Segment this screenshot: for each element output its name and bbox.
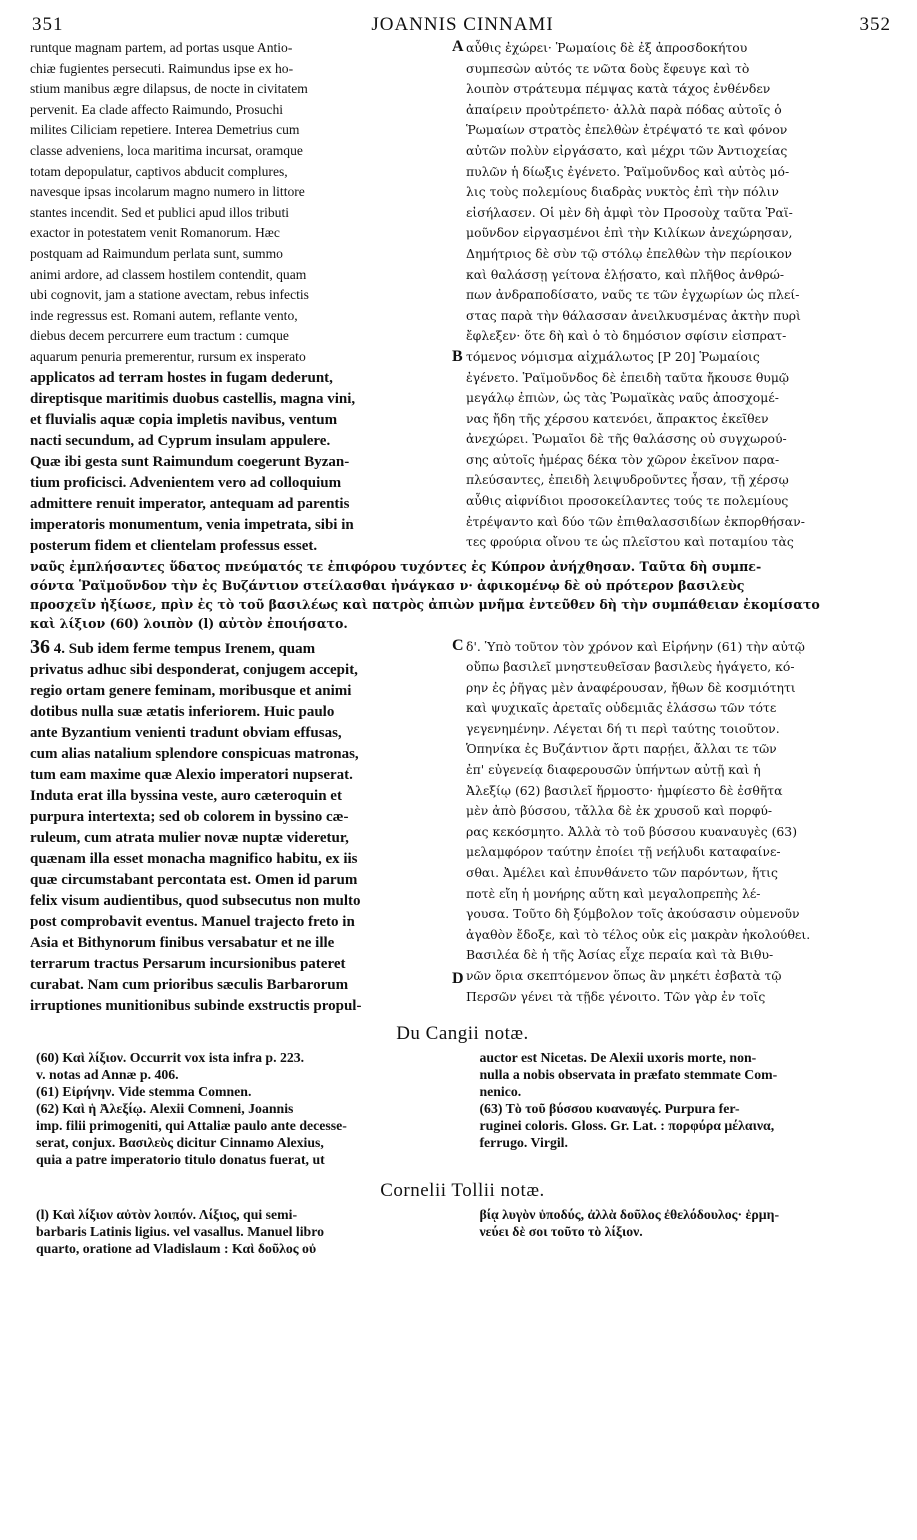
greek-column-2 xyxy=(466,368,895,557)
latin-line: felix visum audientibus, quod subsecutus non multo xyxy=(30,892,361,909)
greek-line: αὖθις αἰφνίδιοι προσοκείλαντες τούς τε πολεμίους xyxy=(466,493,789,509)
latin-line: Induta erat illa byssina veste, auro cæteroquin et xyxy=(30,787,342,804)
note-line: quarto, oratione ad Vladislaum : Καὶ δοῦλος οὐ xyxy=(36,1240,317,1256)
latin-line: posterum fidem et clientelam professus esset. xyxy=(30,537,318,554)
note-line: βίᾳ λυγὸν ὑποδύς, ἀλλὰ δοῦλος ἐθελόδουλος· ἑρμη- xyxy=(479,1206,780,1222)
greek-line: ἀγαθὸν ἔδοξε, καὶ τὸ τέλος οὐκ εἰς μακρὰν ἠκολούθει. xyxy=(466,926,811,942)
greek-line: λοιπὸν στράτευμα πέμψας κατὰ τάχος ἐνθένδεν xyxy=(466,81,771,97)
greek-line: λις τοὺς πολεμίους διαδρὰς νυκτὸς ἐπὶ τὴν πόλιν xyxy=(466,184,779,200)
greek-line: Δημήτριος δὲ σὺν τῷ στόλῳ ἐπελθὼν τὴν περίοικον xyxy=(466,245,792,261)
margin-marker-d: D xyxy=(452,969,464,987)
text-block-1 xyxy=(30,38,895,368)
note-line: ruginei coloris. Gloss. Gr. Lat. : πορφύρα μέλαινα, xyxy=(479,1117,775,1133)
latin-line: et fluvialis aquæ copia impletis navibus, ventum xyxy=(30,411,338,428)
latin-line: tium proficisci. Advenientem vero ad colloquium xyxy=(30,474,342,491)
latin-column-1 xyxy=(30,38,444,368)
page-number-right: 352 xyxy=(859,14,891,35)
greek-line: ἐγένετο. Ῥαϊμοῦνδος δὲ ἐπειδὴ ταῦτα ἤκουσε θυμῷ xyxy=(466,369,790,385)
tollii-notes xyxy=(30,1206,895,1257)
latin-line: nacti secundum, ad Cyprum insulam appulere. xyxy=(30,432,331,449)
latin-line: ubi cognovit, jam a statione avectam, rebus infectis xyxy=(30,287,309,303)
greek-line: Ἀλεξίῳ (62) βασιλεῖ ἥρμοστο· ἠμφίεστο δὲ ἐσθῆτα xyxy=(466,782,783,798)
latin-line: exactor in potestatem venit Romanorum. Hæc xyxy=(30,225,280,241)
latin-line: Quæ ibi gesta sunt Raimundum coegerunt Byzan- xyxy=(30,453,350,470)
latin-line: privatus adhuc sibi desponderat, conjugem accepit, xyxy=(30,661,358,678)
cangii-notes-left xyxy=(30,1049,461,1168)
tollii-notes-left xyxy=(30,1206,461,1257)
page-number-left: 351 xyxy=(32,14,64,35)
text-block-2 xyxy=(30,368,895,557)
greek-line: ἔφλεξεν· ὅτε δὴ καὶ ὁ τὸ δημόσιον σφίσιν εἰσπρατ- xyxy=(466,328,787,344)
latin-line: irruptiones munitionibus subinde exstructis propul- xyxy=(30,997,362,1014)
latin-line: quænam illa esset monacha magnifico habitu, ex iis xyxy=(30,850,358,867)
cangii-notes-right xyxy=(479,1049,895,1168)
greek-line: ἀνεχώρει. Ῥωμαῖοι δὲ τῆς θαλάσσης οὐ συγχωρού- xyxy=(466,431,787,447)
latin-line: tum eam maxime quæ Alexio imperatori nupserat. xyxy=(30,766,353,783)
margin-marker-c: C xyxy=(452,636,464,654)
latin-line: imperatoris monumentum, venia impetrata, sibi in xyxy=(30,516,354,533)
note-line: nenico. xyxy=(479,1083,522,1099)
greek-line: εἰσήλασεν. Οἱ μὲν δὴ ἀμφὶ τὸν Προσοὺχ ταῦτα Ῥαϊ- xyxy=(466,204,793,220)
greek-line: ποτὲ εἴη ἡ μονήρης αὕτη καὶ μεγαλοπρεπὴς λέ- xyxy=(466,885,761,901)
section-36-block xyxy=(30,637,895,1017)
latin-line: totam depopulatur, captivos abducit complures, xyxy=(30,163,288,179)
note-line: quia a patre imperatorio titulo donatus fuerat, ut xyxy=(36,1151,325,1167)
greek-line: Ὁπηνίκα ἐς Βυζάντιον ἄρτι παρῄει, ἄλλαι τε τῶν xyxy=(466,741,777,757)
note-line: ferrugo. Virgil. xyxy=(479,1134,568,1150)
latin-line: chiæ fugientes persecuti. Raimundus ipse ex ho- xyxy=(30,60,294,76)
greek-line: ἀπαίρειν προὐτρέπετο· ἀλλὰ παρὰ πόδας αὐτοῖς ὁ xyxy=(466,101,782,117)
greek-line: αὖθις ἐχώρει· Ῥωμαίοις δὲ ἐξ ἀπροσδοκήτου xyxy=(466,40,748,55)
latin-line: stium manibus ægre dilapsus, de nocte in civitatem xyxy=(30,81,308,97)
note-line: v. notas ad Annæ p. 406. xyxy=(36,1066,179,1082)
note-line: serat, conjux. Βασιλεὺς dicitur Cinnamo Alexius, xyxy=(36,1134,324,1150)
latin-line: runtque magnam partem, ad portas usque Antio- xyxy=(30,40,293,55)
greek-line: σόντα Ῥαϊμοῦνδον τὴν ἐς Βυζάντιον στείλασθαι ἠνάγκασ ν· ἀφικομένῳ δὲ οὐ πρότερον βασιλεὺς xyxy=(30,577,745,593)
latin-line: aquarum penuria premerentur, rursum ex insperato xyxy=(30,348,306,364)
greek-line: τες φρούρια οἴνου τε ὡς πλεῖστου καὶ ποταμίου τὰς xyxy=(466,534,794,550)
section-first-line: 4. Sub idem ferme tempus Irenem, quam xyxy=(53,640,316,657)
greek-line: σθαι. Ἀμέλει καὶ ἐπυνθάνετο τῶν παρόντων, ἥτις xyxy=(466,865,778,881)
greek-line: καὶ θαλάσσῃ γείτονα ἐλῄσατο, καὶ πλῆθος ἀνθρώ- xyxy=(466,266,785,282)
note-line: barbaris Latinis ligius. vel vasallus. Manuel libro xyxy=(36,1223,324,1239)
latin-line: classe adveniens, loca maritima incursat, oramque xyxy=(30,142,303,158)
greek-line: αὐτῶν πολὺν εἰργάσατο, καὶ μέχρι τῶν Ἀντιοχείας xyxy=(466,142,788,158)
latin-line: postquam ad Raimundum perlata sunt, summo xyxy=(30,245,283,261)
margin-marker-a: A xyxy=(452,38,464,55)
tollii-notes-title: Cornelii Tollii notæ. xyxy=(380,1179,545,1201)
latin-line: regio ortam genere feminam, moribusque et animi xyxy=(30,682,352,699)
greek-line: τόμενος νόμισμα αἰχμάλωτος [P 20] Ῥωμαίοις xyxy=(466,348,760,364)
section-number: 36 xyxy=(30,636,50,658)
cangii-notes xyxy=(30,1049,895,1168)
latin-line: animi ardore, ad classem hostilem contendit, quam xyxy=(30,266,307,282)
greek-line: Βασιλέα δὲ ἡ τῆς Ἀσίας εἶχε περαία καὶ τὰ Βιθυ- xyxy=(466,947,774,963)
greek-line: ρας κεκόσμητο. Ἀλλὰ τὸ τοῦ βύσσου κυαναυγὲς (63) xyxy=(466,823,798,839)
greek-line: ἐπ' εὐγενείᾳ διαφερουσῶν ὑπήντων αὐτῇ καὶ ἡ xyxy=(466,762,761,778)
latin-line: inde regressus est. Romani autem, reflante vento, xyxy=(30,307,298,323)
greek-fullwidth-block xyxy=(30,557,895,633)
greek-line: ἐτρέψαντο καὶ δύο τῶν ἐπιθαλασσιδίων ἐκπορθήσαν- xyxy=(466,513,805,529)
latin-line: milites Ciliciam repetiere. Interea Demetrius cum xyxy=(30,122,300,138)
latin-line: ante Byzantium venienti tradunt obviam effusas, xyxy=(30,724,342,741)
greek-line: καὶ λίξιον (60) λοιπὸν (l) αὐτὸν ἐποιήσατο. xyxy=(30,615,348,631)
greek-column-1 xyxy=(466,38,895,368)
latin-line: post comprobavit eventus. Manuel trajecto freto in xyxy=(30,913,355,930)
latin-line xyxy=(30,637,444,660)
greek-line: πλεύσαντες, ἐπειδὴ λειψυδροῦντες ἦσαν, τῇ χέρσῳ xyxy=(466,472,789,488)
latin-line: applicatos ad terram hostes in fugam dederunt, xyxy=(30,369,333,386)
latin-line: curabat. Nam cum prioribus sæculis Barbarorum xyxy=(30,976,349,993)
latin-line: diebus decem percurrere eum tractum : cumque xyxy=(30,328,289,344)
latin-line: admittere renuit imperator, antequam ad parentis xyxy=(30,495,350,512)
note-line: (l) Καὶ λίξιον αὐτὸν λοιπόν. Λίξιος, qui semi- xyxy=(36,1206,298,1222)
margin-marker-b: B xyxy=(452,348,463,365)
greek-line: στας παρὰ τὴν θάλασσαν ἀνειλκυσμένας ἀκτὴν πυρὶ xyxy=(466,307,801,323)
latin-line: navesque ipsas incolarum magno numero in littore xyxy=(30,184,305,200)
note-line: (61) Εἰρήνην. Vide stemma Comnen. xyxy=(36,1083,252,1099)
latin-line: dotibus nulla suæ ætatis inferiorem. Huic paulo xyxy=(30,703,335,720)
note-line: auctor est Nicetas. De Alexii uxoris morte, non- xyxy=(479,1049,757,1065)
greek-line: προσχεῖν ἠξίωσε, πρὶν ἐς τὸ τοῦ βασιλέως καὶ πατρὸς ἀπιὼν μνῆμα ἐντεῦθεν δὴ τὴν συμπάθειαν ἐκομίσατο xyxy=(30,596,820,612)
greek-line: συμπεσὼν αὐτός τε νῶτα δοὺς ἔφευγε καὶ τὸ xyxy=(466,60,750,76)
note-line: (63) Τὸ τοῦ βύσσου κυαναυγές. Purpura fer- xyxy=(479,1100,740,1116)
greek-line: οὔπω βασιλεῖ μνηστευθεῖσαν βασιλεὺς ἠγάγετο, κό- xyxy=(466,659,795,675)
note-line: (62) Καὶ ἡ Ἀλεξίῳ. Alexii Comneni, Joannis xyxy=(36,1100,294,1116)
greek-line: πυλῶν ἡ δίωξις ἐγένετο. Ῥαϊμοῦνδος καὶ αὐτὸς μό- xyxy=(466,163,790,179)
greek-column-3 xyxy=(466,637,895,1017)
cangii-notes-title: Du Cangii notæ. xyxy=(396,1022,529,1044)
latin-line: quæ circumstabant percontata est. Omen id parum xyxy=(30,871,358,888)
greek-line: γουσα. Τοῦτο δὴ ξύμβολον τοῖς ἀκούσασιν οὐμενοῦν xyxy=(466,906,800,922)
greek-line: δ'. Ὑπὸ τοῦτον τὸν χρόνον καὶ Εἰρήνην (61) τὴν αὐτῷ xyxy=(466,638,805,654)
greek-line: μοῦνδον εἰργασμένοι ἐπὶ τὴν Κιλίκων ἀνεχώρησαν, xyxy=(466,225,793,241)
greek-line: Περσῶν γένει τὰ τῇδε γένοιτο. Τῶν γὰρ ἐν τοῖς xyxy=(466,988,766,1004)
greek-line: νας ἤδη τῆς χέρσου κατενόει, ἄπρακτος ἐκεῖθεν xyxy=(466,410,769,426)
note-line: (60) Καὶ λίξιον. Occurrit vox ista infra p. 223. xyxy=(36,1049,305,1065)
latin-line: ruleum, cum atrata mulier novæ nuptæ videretur, xyxy=(30,829,349,846)
greek-line: Ῥωμαίων στρατὸς ἐπελθὼν ἐτρέψατό τε καὶ φόνον xyxy=(466,122,788,138)
greek-line: ναῦς ἐμπλήσαντες ὕδατος πνεύματός τε ἐπιφόρου τυχόντες ἐς Κύπρον ἀνήχθησαν. Ταῦτα δὴ συμπε- xyxy=(30,558,762,574)
latin-line: pervenit. Ea clade affecto Raimundo, Prosuchi xyxy=(30,101,284,117)
note-line: nulla a nobis observata in præfato stemmate Com- xyxy=(479,1066,778,1082)
note-line: imp. filii primogeniti, qui Attaliæ paulo ante decesse- xyxy=(36,1117,347,1133)
greek-line: καὶ ψυχικαῖς ἀρεταῖς οὐδεμιᾶς ἐλάσσω τῶν τότε xyxy=(466,700,777,716)
latin-line: cum alias natalium splendore conspicuas matronas, xyxy=(30,745,359,762)
latin-line: stantes incendit. Sed et publici apud illos tributi xyxy=(30,204,289,220)
greek-line: γεγενημένην. Λέγεται δή τι περὶ ταύτης τοιοῦτον. xyxy=(466,720,780,736)
greek-line: σης αὐτοῖς ἡμέρας δέκα τὸν χῶρον ἐκεῖνον παρα- xyxy=(466,451,780,467)
latin-column-2 xyxy=(30,368,444,557)
greek-line: νῶν ὅρια σκεπτόμενον ὅπως ἂν μηκέτι ἐσβατὰ τῷ xyxy=(466,968,782,983)
page-header xyxy=(30,8,895,38)
latin-line: Asia et Bithynorum finibus versabatur et ne ille xyxy=(30,934,335,951)
greek-line: ρην ἐς ῥῆγας μὲν ἀναφέρουσαν, ἤθων δὲ κοσμιότητι xyxy=(466,679,796,695)
latin-line: purpura intertexta; sed ob colorem in byssino cæ- xyxy=(30,808,349,825)
tollii-notes-right xyxy=(479,1206,895,1257)
latin-line: terrarum tractus Persarum incursionibus pateret xyxy=(30,955,346,972)
greek-line: μελαμφόρον ταύτην ἐποίει τῇ νεήλυδι καταφαίνε- xyxy=(466,844,781,860)
latin-column-3 xyxy=(30,637,444,1017)
greek-line: μεγάλῳ ἐπιὼν, ὡς τὰς Ῥωμαϊκὰς ναῦς ἀποσχομέ- xyxy=(466,390,779,406)
note-line: νεύει δὲ σοι τοῦτο τὸ λίξιον. xyxy=(479,1223,643,1239)
running-title: JOANNIS CINNAMI xyxy=(371,14,554,35)
latin-line: direptisque maritimis duobus castellis, magna vini, xyxy=(30,390,356,407)
greek-line: πων ἀνδραποδίσατο, ναῦς τε τῶν ἐγχωρίων ὡς πλεί- xyxy=(466,287,800,303)
greek-line: μὲν ἀπὸ βύσσου, τἄλλα δὲ ἐκ χρυσοῦ καὶ πορφύ- xyxy=(466,803,773,819)
